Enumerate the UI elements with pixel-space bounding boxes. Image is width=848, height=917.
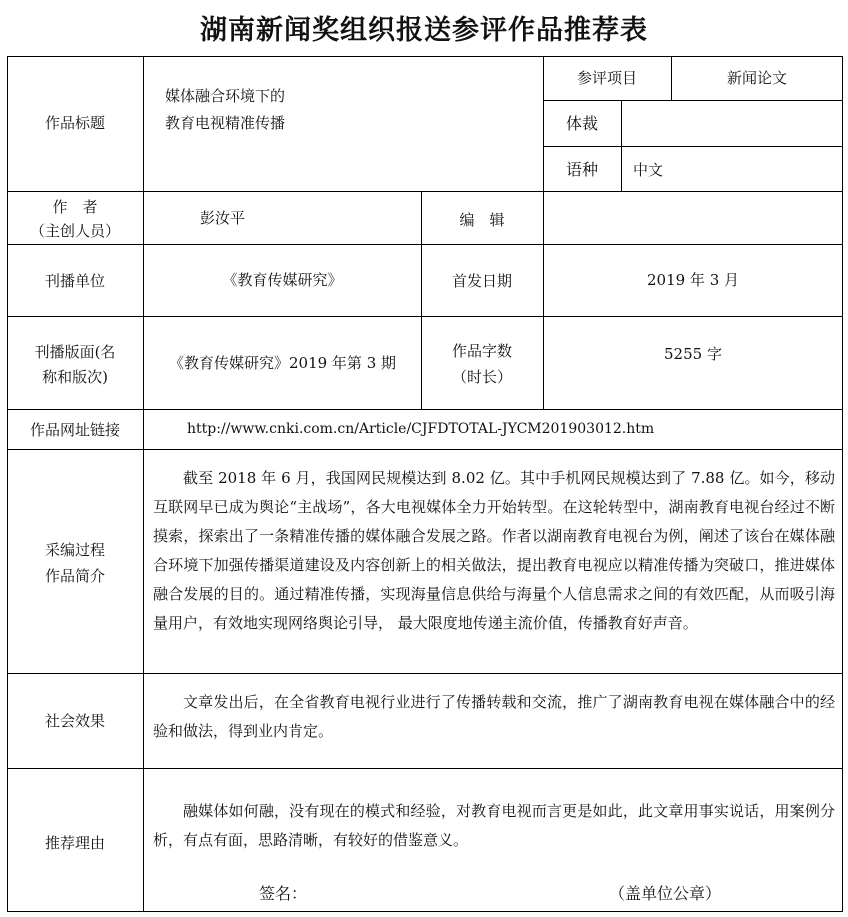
page-title: 湖南新闻奖组织报送参评作品推荐表: [200, 15, 648, 46]
language-label: 语种: [565, 160, 598, 179]
process-text: 截至 2018 年 6 月，我国网民规模达到 8.02 亿。其中手机网民规模达到了 7.88 亿。如今，移动互联网早已成为舆论“主战场”，各大电视媒体全力开始转型。在这轮转型中，湖南教育电视台经过不断摸索，探索出了一条精准传播的媒体融合发展之路。作者以湖南教育电视台为例，阐述了该台在媒体融合环境下加强传播渠道建设及内容创新上的相关做法，提出教育电视应以精准传播为突破口，推进媒体融合发展的目的。通过精准传播，实现海量信息供给与海量个人信息需求之间的有效匹配，从而吸引海量用户，有效地实现网络舆论引导， 最大限度地传递主流价值，传播教育好声音。: [153, 469, 835, 632]
edition-label-line-1: 刊播版面(名: [34, 343, 116, 361]
work-title-line-2: 教育电视精准传播: [165, 114, 286, 132]
work-title-label: 作品标题: [44, 114, 105, 132]
recommendation-label: 推荐理由: [44, 834, 105, 852]
recommendation-form-table: [7, 56, 843, 912]
author-label-line-2: （主创人员）: [29, 222, 120, 240]
link-label: 作品网址链接: [29, 421, 120, 439]
first-date-label: 首发日期: [451, 272, 512, 290]
publisher-label: 刊播单位: [44, 272, 105, 290]
first-date-value: 2019 年 3 月: [646, 271, 740, 289]
author-value: 彭汝平: [200, 209, 246, 227]
author-label-line-1: 作 者: [52, 198, 98, 216]
word-count-value: 5255 字: [664, 345, 722, 363]
signature-label: 签名：: [259, 884, 308, 903]
language-value: 中文: [633, 161, 664, 179]
social-effect-text: 文章发出后，在全省教育电视行业进行了传播转载和交流，推广了湖南教育电视在媒体融合中的经验和做法，得到业内肯定。: [153, 693, 835, 740]
link-value[interactable]: http://www.cnki.com.cn/Article/CJFDTOTAL-JYCM201903012.htm: [187, 421, 655, 437]
process-label-line-2: 作品简介: [44, 567, 105, 585]
word-count-label-line-1: 作品字数: [451, 342, 512, 360]
seal-label: （盖单位公章）: [609, 884, 722, 903]
editor-label: 编 辑: [459, 211, 505, 229]
work-title-line-1: 媒体融合环境下的: [165, 87, 286, 105]
social-effect-label: 社会效果: [44, 712, 105, 730]
edition-label-line-2: 称和版次): [42, 368, 108, 386]
genre-label: 体裁: [565, 114, 598, 133]
word-count-label-line-2: （时长）: [451, 368, 512, 386]
process-label-line-1: 采编过程: [44, 541, 105, 559]
category-label: 参评项目: [576, 69, 637, 87]
recommendation-text: 融媒体如何融，没有现在的模式和经验，对教育电视而言更是如此，此文章用事实说话，用案例分析，有点有面，思路清晰，有较好的借鉴意义。: [153, 802, 835, 849]
edition-value: 《教育传媒研究》2019 年第 3 期: [168, 354, 397, 372]
category-value: 新闻论文: [726, 69, 787, 87]
publisher-value: 《教育传媒研究》: [222, 271, 343, 289]
